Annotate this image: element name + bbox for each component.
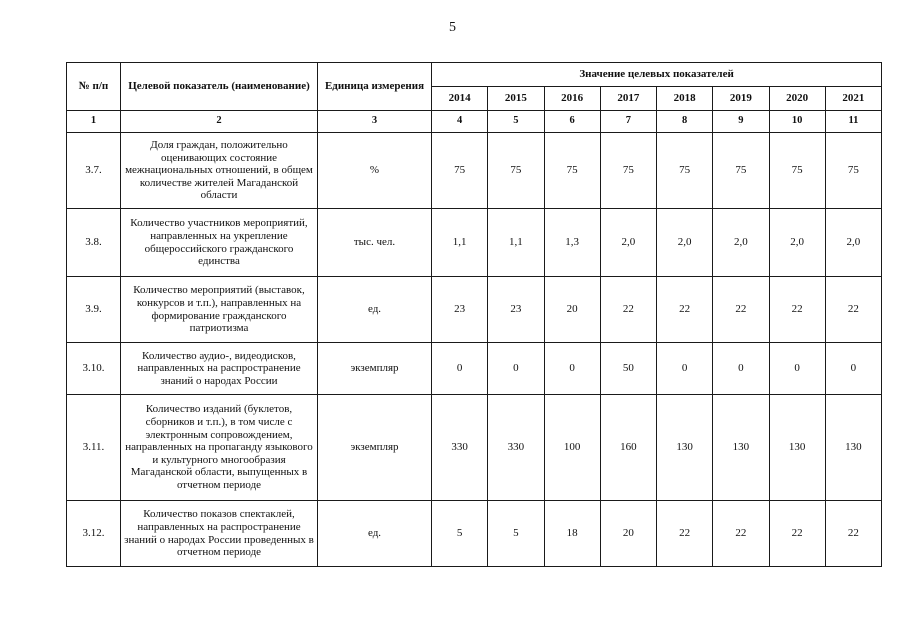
indicator-name: Доля граждан, положительно оценивающих состояние межнациональных отношений, в общем количестве жителей Магаданской области xyxy=(121,133,318,209)
table-row xyxy=(67,133,882,209)
unit-cell: ед. xyxy=(318,277,432,343)
value-cell: 0 xyxy=(825,343,881,395)
header-unit: Единица измерения xyxy=(318,63,432,111)
value-cell: 2,0 xyxy=(769,209,825,277)
unit-cell: % xyxy=(318,133,432,209)
value-cell: 75 xyxy=(432,133,488,209)
value-cell: 22 xyxy=(713,277,769,343)
value-cell: 330 xyxy=(432,395,488,501)
table-row xyxy=(67,395,882,501)
value-cell: 22 xyxy=(769,277,825,343)
row-number: 3.9. xyxy=(67,277,121,343)
value-cell: 1,1 xyxy=(488,209,544,277)
header-values: Значение целевых показателей xyxy=(432,63,882,87)
value-cell: 5 xyxy=(488,501,544,567)
value-cell: 5 xyxy=(432,501,488,567)
indicator-name: Количество изданий (буклетов, сборников и т.п.), в том числе с электронным сопровождением, направленных на пропаганду языкового и культурного многообразия Магаданской области, выпущенных в отчетном периоде xyxy=(121,395,318,501)
value-cell: 1,3 xyxy=(544,209,600,277)
value-cell: 160 xyxy=(600,395,656,501)
header-year: 2017 xyxy=(600,87,656,111)
header-indicator: Целевой показатель (наименование) xyxy=(121,63,318,111)
value-cell: 22 xyxy=(600,277,656,343)
value-cell: 2,0 xyxy=(600,209,656,277)
row-number: 3.8. xyxy=(67,209,121,277)
value-cell: 75 xyxy=(825,133,881,209)
value-cell: 20 xyxy=(544,277,600,343)
value-cell: 100 xyxy=(544,395,600,501)
unit-cell: тыс. чел. xyxy=(318,209,432,277)
indicator-name: Количество показов спектаклей, направленных на распространение знаний о народах России проведенных в отчетном периоде xyxy=(121,501,318,567)
value-cell: 75 xyxy=(488,133,544,209)
value-cell: 2,0 xyxy=(713,209,769,277)
value-cell: 2,0 xyxy=(657,209,713,277)
value-cell: 75 xyxy=(657,133,713,209)
value-cell: 0 xyxy=(769,343,825,395)
column-number: 7 xyxy=(600,111,656,133)
table-row xyxy=(67,343,882,395)
unit-cell: ед. xyxy=(318,501,432,567)
value-cell: 75 xyxy=(600,133,656,209)
header-year: 2014 xyxy=(432,87,488,111)
header-year: 2018 xyxy=(657,87,713,111)
column-number: 8 xyxy=(657,111,713,133)
value-cell: 75 xyxy=(769,133,825,209)
value-cell: 0 xyxy=(713,343,769,395)
row-number: 3.7. xyxy=(67,133,121,209)
value-cell: 0 xyxy=(432,343,488,395)
table-row xyxy=(67,209,882,277)
indicator-name: Количество мероприятий (выставок, конкурсов и т.п.), направленных на формирование гражданского патриотизма xyxy=(121,277,318,343)
value-cell: 50 xyxy=(600,343,656,395)
header-year: 2019 xyxy=(713,87,769,111)
value-cell: 130 xyxy=(713,395,769,501)
value-cell: 23 xyxy=(488,277,544,343)
value-cell: 22 xyxy=(657,501,713,567)
unit-cell: экземпляр xyxy=(318,343,432,395)
row-number: 3.11. xyxy=(67,395,121,501)
header-year: 2021 xyxy=(825,87,881,111)
value-cell: 22 xyxy=(769,501,825,567)
value-cell: 22 xyxy=(713,501,769,567)
header-year: 2020 xyxy=(769,87,825,111)
column-number: 10 xyxy=(769,111,825,133)
value-cell: 130 xyxy=(825,395,881,501)
indicator-name: Количество участников мероприятий, направленных на укрепление общероссийского гражданского единства xyxy=(121,209,318,277)
value-cell: 75 xyxy=(713,133,769,209)
target-indicators-table xyxy=(66,62,882,567)
column-number: 9 xyxy=(713,111,769,133)
column-number: 6 xyxy=(544,111,600,133)
value-cell: 0 xyxy=(657,343,713,395)
table-row xyxy=(67,501,882,567)
header-year: 2016 xyxy=(544,87,600,111)
value-cell: 330 xyxy=(488,395,544,501)
value-cell: 22 xyxy=(825,277,881,343)
header-year: 2015 xyxy=(488,87,544,111)
value-cell: 2,0 xyxy=(825,209,881,277)
value-cell: 22 xyxy=(657,277,713,343)
header-num: № п/п xyxy=(67,63,121,111)
value-cell: 0 xyxy=(488,343,544,395)
column-number: 3 xyxy=(318,111,432,133)
unit-cell: экземпляр xyxy=(318,395,432,501)
indicator-name: Количество аудио-, видеодисков, направленных на распространение знаний о народах России xyxy=(121,343,318,395)
value-cell: 130 xyxy=(657,395,713,501)
value-cell: 1,1 xyxy=(432,209,488,277)
value-cell: 20 xyxy=(600,501,656,567)
table-row xyxy=(67,277,882,343)
column-number-row xyxy=(67,111,882,133)
column-number: 1 xyxy=(67,111,121,133)
column-number: 5 xyxy=(488,111,544,133)
page-number: 5 xyxy=(449,20,456,35)
value-cell: 0 xyxy=(544,343,600,395)
value-cell: 130 xyxy=(769,395,825,501)
row-number: 3.12. xyxy=(67,501,121,567)
column-number: 4 xyxy=(432,111,488,133)
column-number: 2 xyxy=(121,111,318,133)
value-cell: 22 xyxy=(825,501,881,567)
value-cell: 23 xyxy=(432,277,488,343)
row-number: 3.10. xyxy=(67,343,121,395)
value-cell: 18 xyxy=(544,501,600,567)
column-number: 11 xyxy=(825,111,881,133)
value-cell: 75 xyxy=(544,133,600,209)
